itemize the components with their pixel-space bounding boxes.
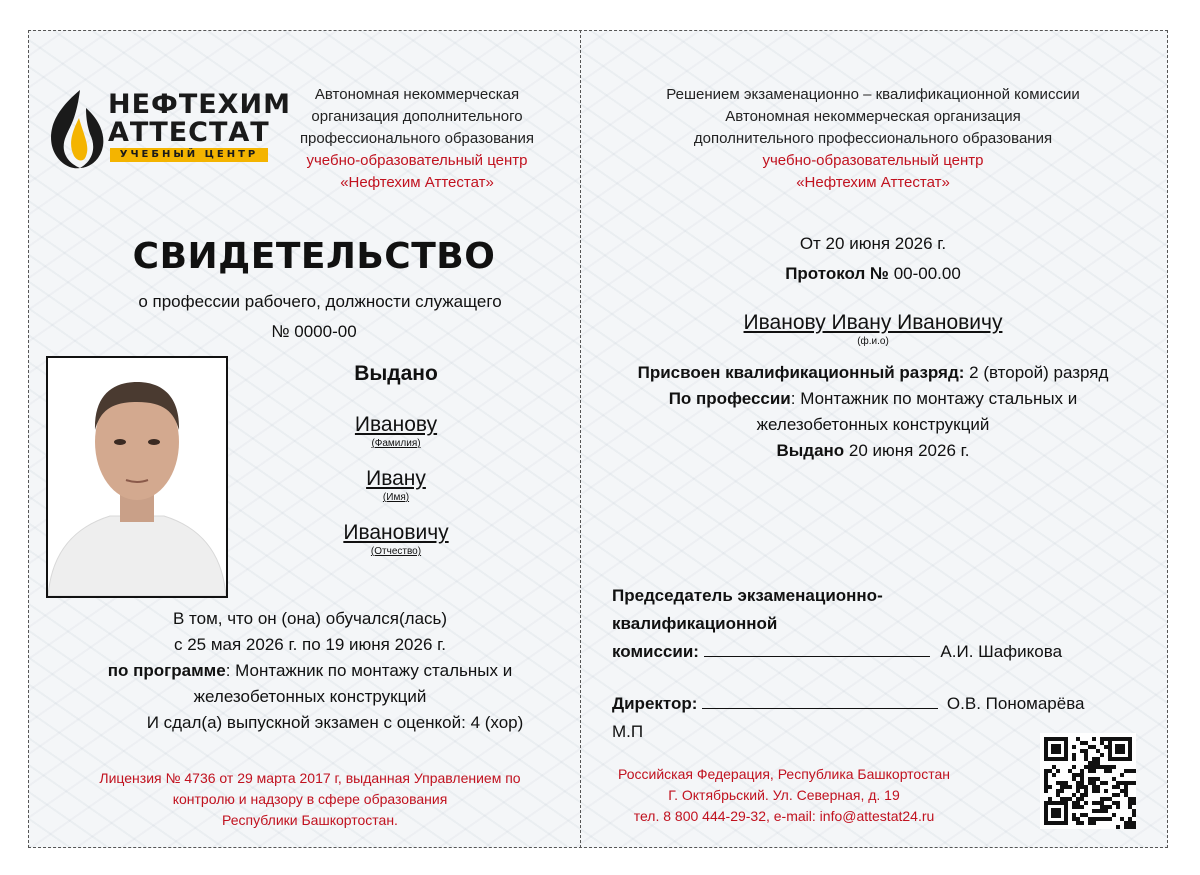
address-line1: Российская Федерация, Республика Башкортостан xyxy=(618,766,950,782)
full-name-caption: (ф.и.о) xyxy=(857,336,889,347)
logo-line1: НЕФТЕХИМ xyxy=(108,89,291,120)
profession-value: : Монтажник по монтажу стальных и xyxy=(790,389,1078,408)
chair-line2: квалификационной xyxy=(612,614,778,633)
flame-icon xyxy=(46,88,108,170)
patronymic-value: Ивановичу xyxy=(343,521,449,544)
protocol-value: 00-00.00 xyxy=(888,264,961,283)
logo-line2: АТТЕСТАТ xyxy=(108,117,270,148)
left-org-line2: организация дополнительного xyxy=(311,108,523,125)
period-line: с 25 мая 2026 г. по 19 июня 2026 г. xyxy=(173,635,446,654)
first-name-caption: (Имя) xyxy=(382,492,410,503)
left-org-line5: «Нефтехим Аттестат» xyxy=(340,174,494,191)
issued-date-line xyxy=(600,438,1146,464)
program-line xyxy=(60,658,560,684)
document-title: СВИДЕТЕЛЬСТВО xyxy=(132,236,496,277)
right-org-line1: Решением экзаменационно – квалификационной комиссии xyxy=(666,86,1080,103)
director-row xyxy=(612,690,1132,718)
studied-line: В том, что он (она) обучался(лась) xyxy=(172,609,448,628)
logo-subtitle: УЧЕБНЫЙ ЦЕНТР xyxy=(110,148,268,162)
qualification-info xyxy=(600,360,1146,464)
program-label: по программе xyxy=(107,661,226,680)
issued-label: Выдано xyxy=(354,362,438,385)
chair-signature xyxy=(612,582,1132,666)
surname-value: Иванову xyxy=(354,413,438,436)
chair-name: А.И. Шафикова xyxy=(940,642,1063,661)
left-org-block xyxy=(282,84,552,194)
program-line2: железобетонных конструкций xyxy=(193,687,427,706)
director-name: О.В. Пономарёва xyxy=(946,694,1085,713)
profession-line xyxy=(600,386,1146,412)
address-line2: Г. Октябрьский. Ул. Северная, д. 19 xyxy=(668,787,900,803)
director-label: Директор: xyxy=(612,694,698,713)
qr-code-icon xyxy=(1040,733,1136,829)
first-name-value: Ивану xyxy=(366,467,426,490)
stamp-label: М.П xyxy=(612,722,644,741)
rank-label: Присвоен квалификационный разряд: xyxy=(637,363,965,382)
surname-block xyxy=(296,412,496,450)
fold-line xyxy=(580,30,581,848)
patronymic-block xyxy=(296,520,496,558)
profession-label: По профессии xyxy=(668,389,791,408)
protocol-label: Протокол № xyxy=(785,264,889,283)
issued-date-value: 20 июня 2026 г. xyxy=(844,441,970,460)
document-subtitle: о профессии рабочего, должности служащего xyxy=(138,292,502,311)
rank-value: 2 (второй) разряд xyxy=(964,363,1109,382)
person-silhouette-icon xyxy=(48,358,226,596)
study-info xyxy=(60,606,560,736)
license-line1: Лицензия № 4736 от 29 марта 2017 г, выданная Управлением по xyxy=(99,770,521,786)
left-org-line4: учебно-образовательный центр xyxy=(306,152,528,169)
right-org-line3: дополнительного профессионального образования xyxy=(693,130,1053,147)
license-line3: Республики Башкортостан. xyxy=(222,812,398,828)
full-name-block xyxy=(600,310,1146,348)
right-org-block xyxy=(600,84,1146,194)
protocol-line xyxy=(600,262,1146,286)
chair-line1: Председатель экзаменационно- xyxy=(612,586,883,605)
chair-signature-line xyxy=(704,656,930,657)
license-line2: контролю и надзору в сфере образования xyxy=(172,791,448,807)
address-block xyxy=(592,764,976,827)
surname-caption: (Фамилия) xyxy=(371,438,421,449)
exam-line: И сдал(а) выпускной экзамен с оценкой: 4 (хор) xyxy=(146,713,524,732)
right-org-line5: «Нефтехим Аттестат» xyxy=(796,174,950,191)
issued-date-label: Выдано xyxy=(776,441,845,460)
decision-date: От 20 июня 2026 г. xyxy=(799,234,947,253)
rank-line xyxy=(600,360,1146,386)
profession-line2: железобетонных конструкций xyxy=(756,415,990,434)
document-number: № 0000-00 xyxy=(271,322,357,341)
address-line3: тел. 8 800 444-29-32, e-mail: info@attestat24.ru xyxy=(633,808,935,824)
left-org-line1: Автономная некоммерческая xyxy=(314,86,520,103)
chair-line3: комиссии: xyxy=(612,642,699,661)
left-org-line3: профессионального образования xyxy=(299,130,535,147)
logo xyxy=(46,88,291,170)
chair-line3-row xyxy=(612,638,1132,666)
program-value: : Монтажник по монтажу стальных и xyxy=(225,661,513,680)
full-name-value: Иванову Ивану Ивановичу xyxy=(743,311,1003,334)
director-signature-line xyxy=(702,708,938,709)
license-block xyxy=(60,768,560,831)
first-name-block xyxy=(296,466,496,504)
patronymic-caption: (Отчество) xyxy=(370,546,422,557)
holder-photo xyxy=(46,356,228,598)
right-org-line4: учебно-образовательный центр xyxy=(762,152,984,169)
right-org-line2: Автономная некоммерческая организация xyxy=(725,108,1021,125)
